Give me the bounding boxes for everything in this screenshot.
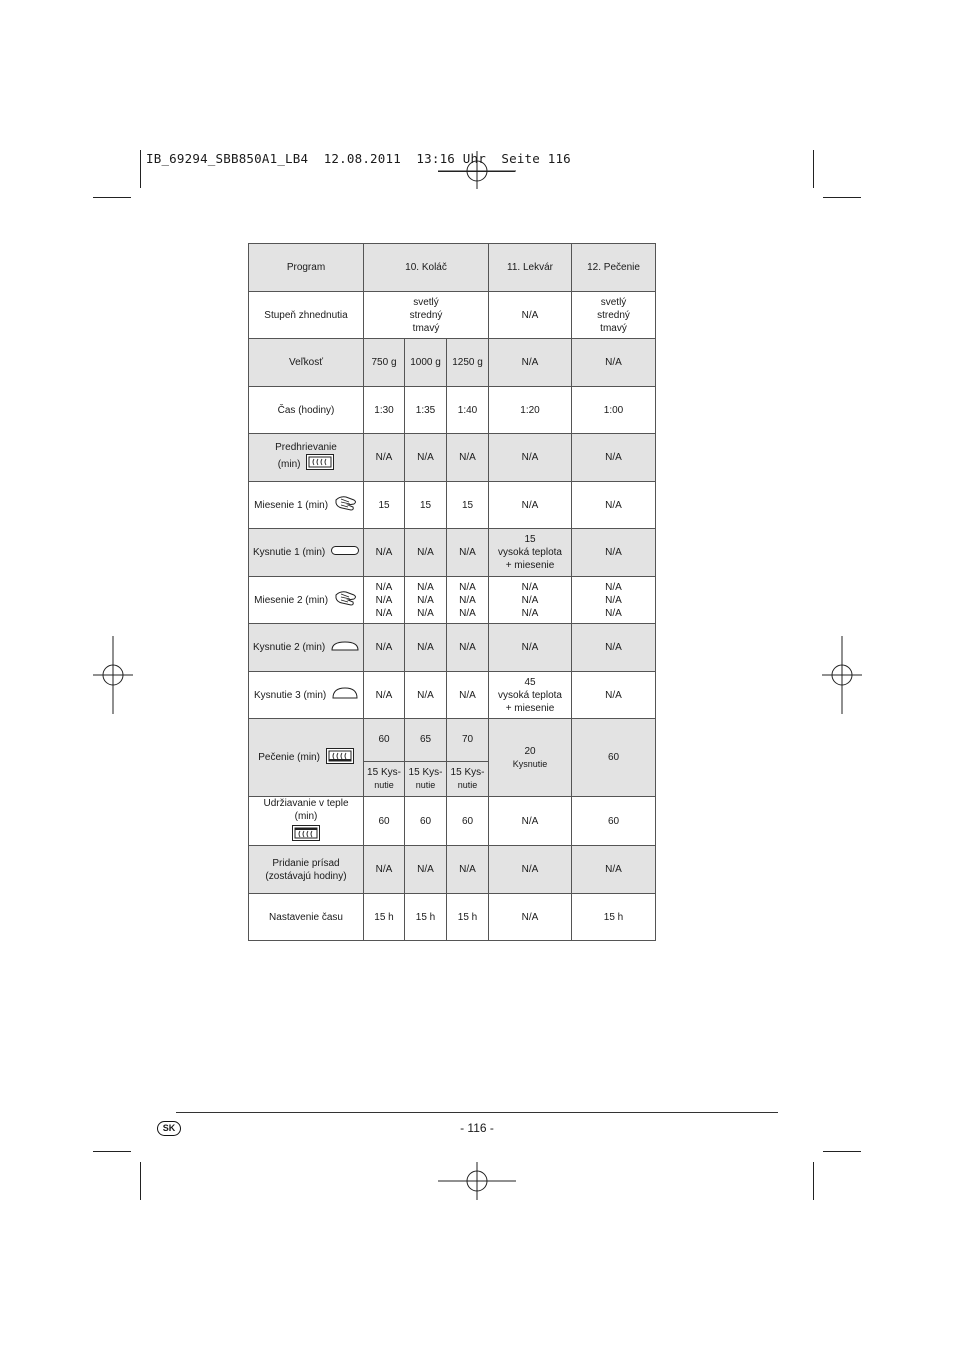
cell: N/A [489, 434, 572, 482]
cell [489, 529, 572, 577]
cell-line: 20 [524, 745, 536, 757]
cell: 60 [447, 797, 489, 846]
cell: N/A [447, 672, 489, 719]
table-row [249, 797, 656, 846]
row-label: Nastavenie času [249, 894, 364, 941]
row-label-line: Predhrievanie [275, 442, 337, 453]
cell: N/A [405, 672, 447, 719]
table-row [249, 719, 656, 762]
cell-line: N/A [605, 581, 622, 593]
cell [489, 719, 572, 797]
cell: 60 [364, 719, 405, 762]
row-label-line: (zostávajú hodiny) [265, 870, 347, 882]
bake-icon [326, 748, 354, 768]
cell-line: 45 [524, 676, 536, 688]
cell [447, 577, 489, 624]
row-label: Veľkosť [249, 339, 364, 387]
preheat-icon [306, 454, 334, 474]
cell: N/A [489, 797, 572, 846]
cell: 15 h [572, 894, 656, 941]
cell: N/A [447, 846, 489, 894]
cell-line: N/A [521, 594, 539, 606]
row-label [249, 672, 364, 719]
keep-warm-icon [292, 825, 320, 845]
cell: 1:30 [364, 387, 405, 434]
row-label [249, 529, 364, 577]
row-label [249, 434, 364, 482]
row-label-line [253, 547, 359, 558]
row-label-line [254, 690, 358, 701]
cell-line: N/A [375, 607, 393, 619]
cell-line: Kysnutie [512, 758, 548, 769]
cell: 15 h [405, 894, 447, 941]
table-row [249, 434, 656, 482]
crop-mark [823, 1151, 861, 1152]
cell: N/A [572, 672, 656, 719]
cell-line: 15 Kys- [367, 767, 401, 778]
row-label [249, 624, 364, 672]
row-label-text: Pečenie (min) [258, 752, 320, 764]
cell-line: N/A [459, 581, 476, 593]
table-row [249, 894, 656, 941]
program-10-header: 10. Koláč [364, 244, 489, 292]
table-row [249, 292, 656, 339]
cell: 1:40 [447, 387, 489, 434]
cell [489, 577, 572, 624]
cell: 15 [364, 482, 405, 529]
cell-line: 15 Kys- [450, 767, 485, 778]
cell-line: N/A [521, 607, 539, 619]
cell-line: vysoká teplota [498, 547, 562, 558]
cell-line: N/A [417, 607, 434, 619]
row-label-line: Pridanie prísad [272, 857, 340, 869]
cell: N/A [405, 846, 447, 894]
cell: N/A [489, 894, 572, 941]
crop-mark [93, 197, 131, 198]
cell: N/A [572, 846, 656, 894]
crop-mark [813, 150, 814, 188]
crop-mark [823, 197, 861, 198]
cell-line: N/A [375, 581, 393, 593]
rise-icon [332, 687, 358, 703]
cell-line: N/A [521, 581, 539, 593]
row-label-line [278, 459, 335, 470]
row-label: Čas (hodiny) [249, 387, 364, 434]
cell: 60 [572, 719, 656, 797]
cell-line: svetlý [600, 296, 627, 308]
row-label: Stupeň zhnednutia [249, 292, 364, 339]
table-row [249, 529, 656, 577]
rise-icon [331, 545, 359, 560]
row-label [249, 846, 364, 894]
language-badge: SK [157, 1121, 181, 1136]
cell-line: + miesenie [505, 560, 555, 571]
cell [364, 762, 405, 797]
cell-line: tmavý [412, 322, 440, 334]
cell: 1250 g [447, 339, 489, 387]
cell-line: + miesenie [505, 702, 555, 714]
cell: N/A [447, 434, 489, 482]
table-row [249, 387, 656, 434]
cell: N/A [447, 624, 489, 672]
table-row [249, 624, 656, 672]
cell: 1:00 [572, 387, 656, 434]
cell [572, 292, 656, 339]
cell: N/A [489, 482, 572, 529]
cell: 15 h [364, 894, 405, 941]
cell: 15 [447, 482, 489, 529]
cell-line: N/A [417, 581, 434, 593]
cell-line: N/A [417, 594, 434, 606]
cell-line: 15 [524, 534, 536, 545]
cell [405, 577, 447, 624]
cell: N/A [572, 434, 656, 482]
print-header: IB_69294_SBB850A1_LB4 12.08.2011 13:16 Uhr Seite 116 [146, 151, 571, 166]
cell: N/A [405, 434, 447, 482]
cell: 1:20 [489, 387, 572, 434]
cell-line: tmavý [600, 322, 627, 334]
registration-mark-icon [438, 1162, 516, 1200]
row-label-text: Miesenie 1 (min) [254, 499, 329, 511]
crop-mark [140, 1162, 141, 1200]
cell [364, 292, 489, 339]
cell: N/A [572, 624, 656, 672]
cell [489, 672, 572, 719]
table-row [249, 482, 656, 529]
registration-mark-icon [93, 636, 133, 714]
cell-line: 15 Kys- [408, 767, 443, 778]
cell: N/A [572, 482, 656, 529]
program-header-label: Program [249, 244, 364, 292]
cell: 1:35 [405, 387, 447, 434]
cell: N/A [364, 846, 405, 894]
cell: 60 [572, 797, 656, 846]
cell-line: svetlý [413, 296, 439, 308]
cell-line: nutie [457, 780, 478, 790]
table-row [249, 244, 656, 292]
program-12-header: 12. Pečenie [572, 244, 656, 292]
cell [447, 762, 489, 797]
cell-line: N/A [375, 594, 393, 606]
cell: 1000 g [405, 339, 447, 387]
cell: N/A [489, 624, 572, 672]
cell-line: stredný [409, 309, 443, 321]
knead-icon [334, 494, 358, 516]
row-label-line [253, 642, 359, 653]
cell: N/A [572, 529, 656, 577]
crop-mark [93, 1151, 131, 1152]
registration-mark-icon [822, 636, 862, 714]
cell: N/A [489, 846, 572, 894]
cell: N/A [489, 339, 572, 387]
row-label-unit: (min) [277, 458, 301, 470]
cell: N/A [489, 292, 572, 339]
row-label-line [254, 595, 358, 606]
row-label-line [254, 500, 358, 511]
crop-mark [813, 1162, 814, 1200]
cell: 750 g [364, 339, 405, 387]
program-11-header: 11. Lekvár [489, 244, 572, 292]
table-row [249, 339, 656, 387]
row-label-text: Kysnutie 3 (min) [253, 689, 327, 701]
cell [405, 762, 447, 797]
row-label-text: Kysnutie 1 (min) [252, 547, 326, 559]
cell-line: N/A [605, 607, 622, 619]
cell-line: N/A [605, 594, 622, 606]
crop-mark [140, 150, 141, 188]
row-label-text: Kysnutie 2 (min) [252, 642, 326, 654]
table-row [249, 577, 656, 624]
cell-line: nutie [374, 780, 394, 790]
cell: 60 [405, 797, 447, 846]
rise-icon [331, 640, 359, 656]
cell: 70 [447, 719, 489, 762]
cell: N/A [447, 529, 489, 577]
table-row [249, 846, 656, 894]
cell-line: stredný [597, 309, 630, 321]
table-row [249, 672, 656, 719]
cell: N/A [405, 624, 447, 672]
cell: N/A [572, 339, 656, 387]
cell: 65 [405, 719, 447, 762]
footer-rule [176, 1112, 778, 1113]
cell: 15 h [447, 894, 489, 941]
registration-mark-icon [438, 151, 516, 189]
program-table [248, 243, 656, 941]
row-label-text: Miesenie 2 (min) [254, 594, 329, 606]
cell: 15 [405, 482, 447, 529]
row-label [249, 482, 364, 529]
page-number: - 116 - [460, 1121, 494, 1135]
cell-line: nutie [415, 780, 436, 790]
cell: N/A [364, 434, 405, 482]
cell-line: N/A [459, 607, 476, 619]
row-label-line [258, 752, 353, 763]
cell: N/A [364, 672, 405, 719]
row-label [249, 719, 364, 797]
row-label [249, 577, 364, 624]
row-label [249, 797, 364, 846]
cell: N/A [364, 624, 405, 672]
cell: N/A [364, 529, 405, 577]
cell: 60 [364, 797, 405, 846]
cell: N/A [405, 529, 447, 577]
row-label-line: Udržiavanie v teple (min) [263, 798, 349, 822]
cell [364, 577, 405, 624]
cell-line: vysoká teplota [498, 689, 562, 701]
cell-line: N/A [459, 594, 476, 606]
cell [572, 577, 656, 624]
knead-icon [334, 589, 358, 611]
